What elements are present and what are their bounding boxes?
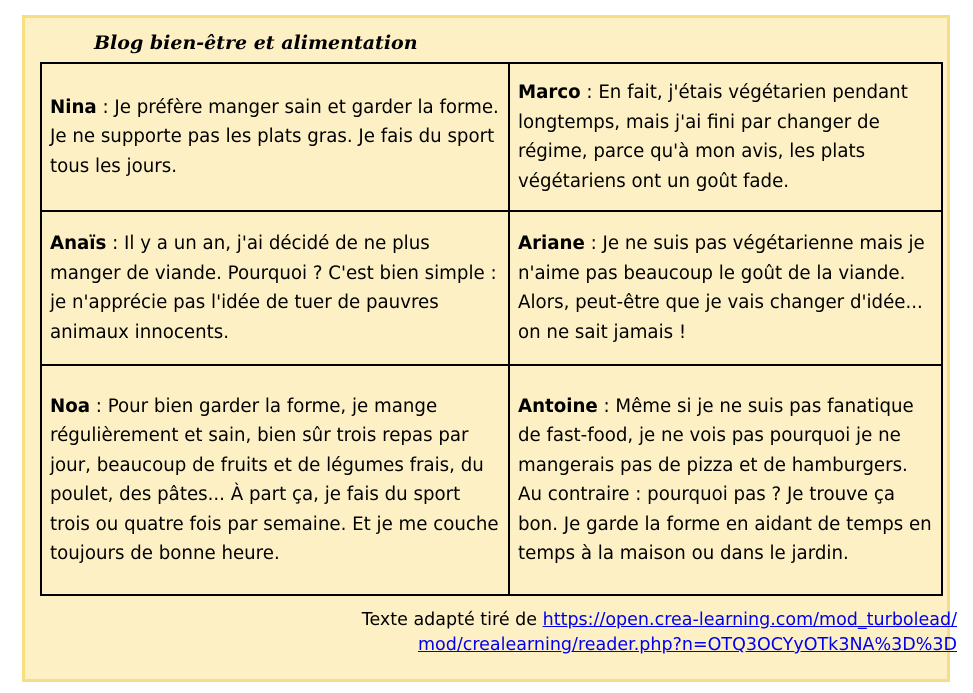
post-text: : Je ne suis pas végétarienne mais je n'aime pas beaucoup le goût de la viande. Alors, peut-être que je vais changer d'idée... on ne sait jamais ! xyxy=(518,233,925,343)
post-cell-anais xyxy=(41,211,509,365)
post-cell-nina xyxy=(41,63,509,211)
source-link[interactable]: https://open.crea-learning.com/mod_turbolead/ xyxy=(542,610,957,630)
table-row xyxy=(41,211,942,365)
post-text: : Même si je ne suis pas fanatique de fast-food, je ne vois pas pourquoi je ne mangerais pas de pizza et de hamburgers. Au contraire : pourquoi pas ? Je trouve ça bon. Je garde la forme en aidant de temps en temps à la maison ou dans le jardin. xyxy=(518,395,932,564)
post-text: : Il y a un an, j'ai décidé de ne plus manger de viande. Pourquoi ? C'est bien simple : je n'apprécie pas l'idée de tuer de pauvres animaux innocents. xyxy=(50,233,497,343)
post-author: Noa xyxy=(50,395,90,417)
post-cell-ariane xyxy=(509,211,942,365)
post-text: : Je préfère manger sain et garder la forme. Je ne supporte pas les plats gras. Je fais du sport tous les jours. xyxy=(50,96,499,177)
post-author: Anaïs xyxy=(50,233,107,254)
blog-title: Blog bien-être et alimentation xyxy=(94,32,418,54)
source-link-continued[interactable]: mod/crealearning/reader.php?n=OTQ3OCYyOTk3NA%3D%3D xyxy=(417,635,957,655)
post-author: Nina xyxy=(50,96,97,118)
post-author: Ariane xyxy=(518,233,585,254)
post-cell-marco xyxy=(509,63,942,211)
table-row xyxy=(41,63,942,211)
post-text: : En fait, j'étais végétarien pendant longtemps, mais j'ai fini par changer de régime, parce qu'à mon avis, les plats végétariens ont un goût fade. xyxy=(518,82,908,192)
source-credit xyxy=(362,608,957,658)
post-cell-noa xyxy=(41,365,509,595)
table-row xyxy=(41,365,942,595)
post-cell-antoine xyxy=(509,365,942,595)
source-prefix: Texte adapté tiré de xyxy=(361,610,543,630)
post-author: Marco xyxy=(518,82,581,103)
post-author: Antoine xyxy=(518,395,598,417)
posts-table xyxy=(40,62,943,596)
post-text: : Pour bien garder la forme, je mange régulièrement et sain, bien sûr trois repas par jour, beaucoup de fruits et de légumes frais, du poulet, des pâtes... À part ça, je fais du sport trois ou quatre fois par semaine. Et je me couche toujours de bonne heure. xyxy=(50,395,499,564)
